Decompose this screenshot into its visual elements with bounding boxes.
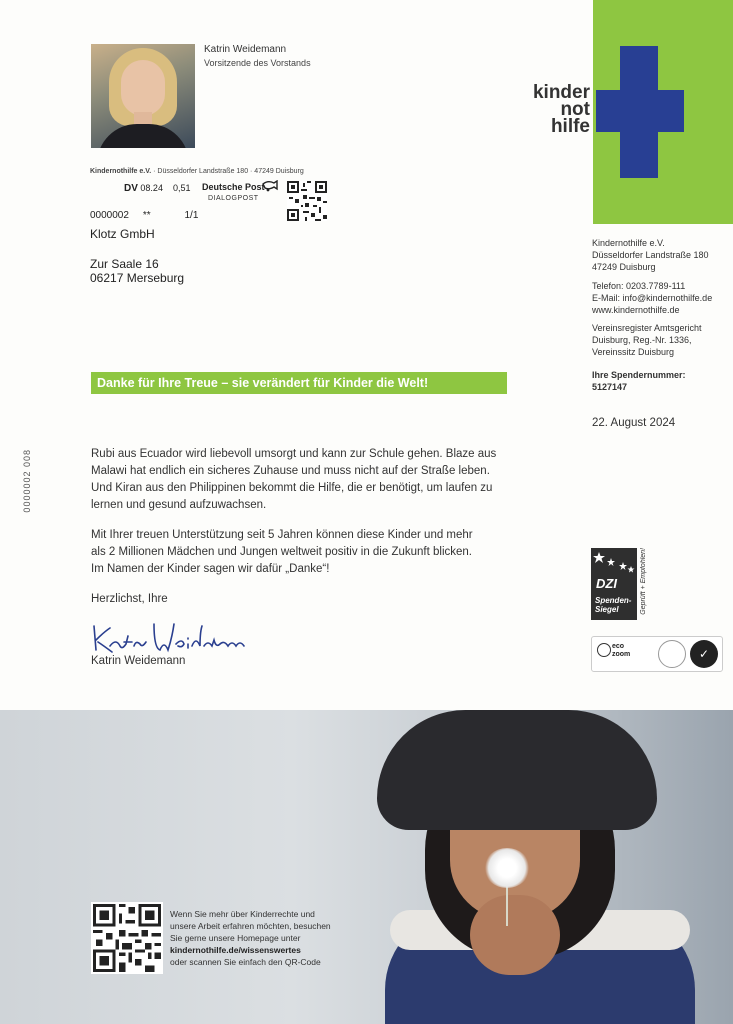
contact-phone: Telefon: 0203.7789-111: [592, 281, 686, 291]
sender-photo: [91, 44, 195, 148]
ecozoom-logo-icon: [597, 643, 611, 657]
recipient-company: Klotz GmbH: [90, 227, 155, 241]
greeting: Herzlichst, Ihre: [91, 593, 168, 605]
register-info: Vereinsregister Amtsgericht Duisburg, Reg.-Nr. 1336, Vereinssitz Duisburg: [592, 323, 702, 357]
ecozoom-label: eco zoom: [612, 643, 631, 658]
postage-dv: DV 08.24 0,51: [124, 183, 191, 194]
recipient-street: Zur Saale 16: [90, 257, 159, 271]
website-qr-code[interactable]: [91, 902, 163, 974]
dzi-tagline: Geprüft + Empfohlen!: [640, 548, 647, 615]
handwritten-signature: [90, 618, 250, 660]
logo-wordmark: kinder not hilfe: [532, 82, 590, 137]
contact-address: Kindernothilfe e.V. Düsseldorfer Landstraße 180 47249 Duisburg: [592, 238, 709, 272]
sender-role: Vorsitzende des Vorstands: [204, 58, 311, 68]
website-link[interactable]: kindernothilfe.de/wissenswertes: [170, 945, 301, 955]
paragraph-1: Rubi aus Ecuador wird liebevoll umsorgt und kann zur Schule gehen. Blaze aus Malawi hat endlich ein sicheres Zuhause und muss nicht auf der Straße leben. Und Kiran aus den Philippinen bekommt die Hilfe, die er benötigt, um laufen zu lernen und gesund aufzuwachsen.: [91, 448, 497, 511]
post-horn-icon: [262, 180, 278, 195]
dzi-seal: DZI Spenden- Siegel: [591, 548, 637, 620]
certification-badge-icon: [658, 640, 686, 668]
signature-name: Katrin Weidemann: [91, 655, 186, 667]
child-photo: [0, 710, 733, 1024]
side-reference-number: 0000002 008: [22, 449, 32, 513]
contact-channels: [592, 280, 712, 316]
donor-number: Ihre Spendernummer: 5127147: [592, 370, 686, 392]
checkmark-badge-icon: ✓: [690, 640, 718, 668]
paragraph-2: Mit Ihrer treuen Unterstützung seit 5 Jahren können diese Kinder und mehr als 2 Millionen Mädchen und Jungen weltweit positiv in die Zukunft blicken. Im Namen der Kinder sagen wir dafür „Danke“!: [91, 529, 473, 575]
contact-email[interactable]: E-Mail: info@kindernothilfe.de: [592, 293, 713, 303]
carrier-name: Deutsche Post: [202, 182, 265, 192]
sender-name: Katrin Weidemann: [204, 44, 287, 55]
return-address: Kindernothilfe e.V. · Düsseldorfer Landstraße 180 · 47249 Duisburg: [90, 168, 304, 175]
logo-cross-horizontal: [596, 90, 684, 132]
recipient-city: 06217 Merseburg: [90, 271, 185, 285]
postage-qr-code: [287, 181, 327, 226]
website-promo: Wenn Sie mehr über Kinderrechte und unsere Arbeit erfahren möchten, besuchen Sie gerne unsere Homepage unter kindernothilfe.de/wissenswertes oder scannen Sie einfach den QR-Code: [170, 909, 331, 967]
contact-web[interactable]: www.kindernothilfe.de: [592, 305, 680, 315]
headline-banner: Danke für Ihre Treue – sie verändert für Kinder die Welt!: [91, 372, 507, 394]
mailing-code: 0000002 ** 1/1: [90, 210, 199, 221]
service-type: DIALOGPOST: [208, 195, 259, 202]
letter-date: 22. August 2024: [592, 417, 676, 429]
